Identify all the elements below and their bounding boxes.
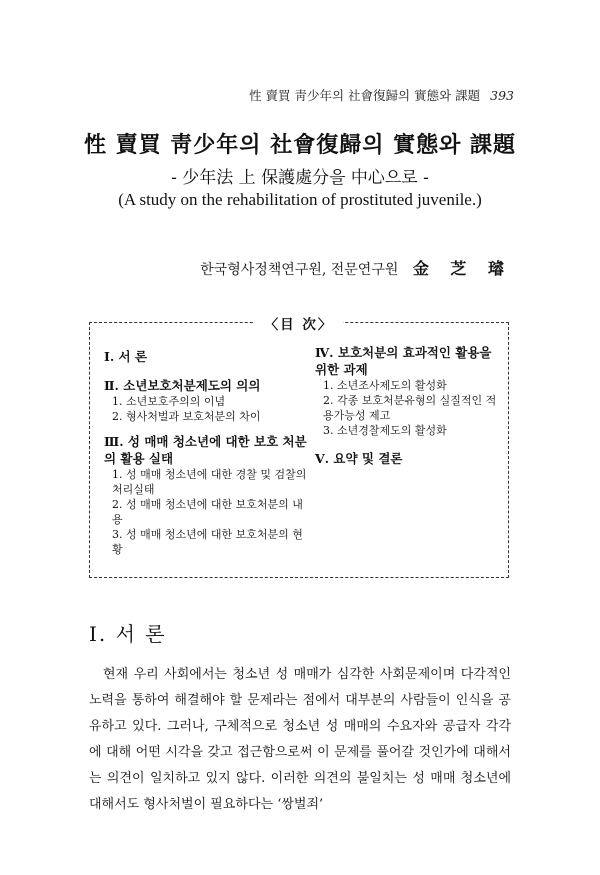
toc-left-column xyxy=(104,348,309,557)
page-number: 393 xyxy=(490,88,514,103)
toc-item: 2. 형사처벌과 보호처분의 차이 xyxy=(112,410,261,423)
toc-section-1: Ⅰ. 서 론 xyxy=(104,349,148,364)
toc-label: 〈目 次〉 xyxy=(255,317,344,333)
toc-item: 3. 소년경찰제도의 활성화 xyxy=(323,424,447,437)
running-title: 性 賣買 靑少年의 社會復歸의 實態와 課題 xyxy=(249,88,481,103)
english-title: (A study on the rehabilitation of prostituted juvenile.) xyxy=(118,190,482,209)
toc-section-2: Ⅱ. 소년보호처분제도의 의의 xyxy=(104,378,261,393)
table-of-contents xyxy=(89,317,509,578)
paper-title: 性 賣買 靑少年의 社會復歸의 實態와 課題 xyxy=(83,132,517,158)
toc-item: 2. 성 매매 청소년에 대한 보호처분의 내용 xyxy=(112,498,303,526)
toc-section-4: Ⅳ. 보호처분의 효과적인 활용을 위한 과제 xyxy=(315,345,492,377)
author-line xyxy=(200,256,512,279)
toc-item: 1. 소년조사제도의 활성화 xyxy=(323,379,447,392)
toc-item: 1. 성 매매 청소년에 대한 경찰 및 검찰의 처리실태 xyxy=(112,468,307,496)
toc-label-wrap xyxy=(90,313,508,333)
toc-item: 1. 소년보호주의의 이념 xyxy=(112,395,226,408)
author-name: 金 芝 璿 xyxy=(412,259,512,278)
body-paragraph: 현재 우리 사회에서는 청소년 성 매매가 심각한 사회문제이며 다각적인 노력을 통하여 해결해야 할 문제라는 점에서 대부분의 사람들이 인식을 공유하고 있다. 그러나, 구체적으로 청소년 성 매매의 수요자와 공급자 각각에 대해 어떤 시각을 갖고 접근함으로써 이 문제를 풀어갈 것인가에 대해서는 의견이 일치하고 있지 않다. 이러한 의견의 불일치는 성 매매 청소년에 대해서도 형사처벌이 필요하다는 ‘쌍벌죄’ xyxy=(89,667,511,812)
author-affiliation: 한국형사정책연구원, 전문연구원 xyxy=(200,262,399,278)
paper-subtitle: - 少年法 上 保護處分을 中心으로 - xyxy=(171,168,429,188)
section-heading: Ⅰ. 서 론 xyxy=(89,622,167,646)
toc-item: 3. 성 매매 청소년에 대한 보호처분의 현황 xyxy=(112,528,303,556)
toc-section-5: Ⅴ. 요약 및 결론 xyxy=(315,451,403,466)
toc-section-3: Ⅲ. 성 매매 청소년에 대한 보호 처분의 활용 실태 xyxy=(104,434,307,466)
toc-item: 2. 각종 보호처분유형의 실질적인 적용가능성 제고 xyxy=(323,394,497,422)
toc-right-column xyxy=(315,344,505,467)
running-header xyxy=(249,86,514,104)
